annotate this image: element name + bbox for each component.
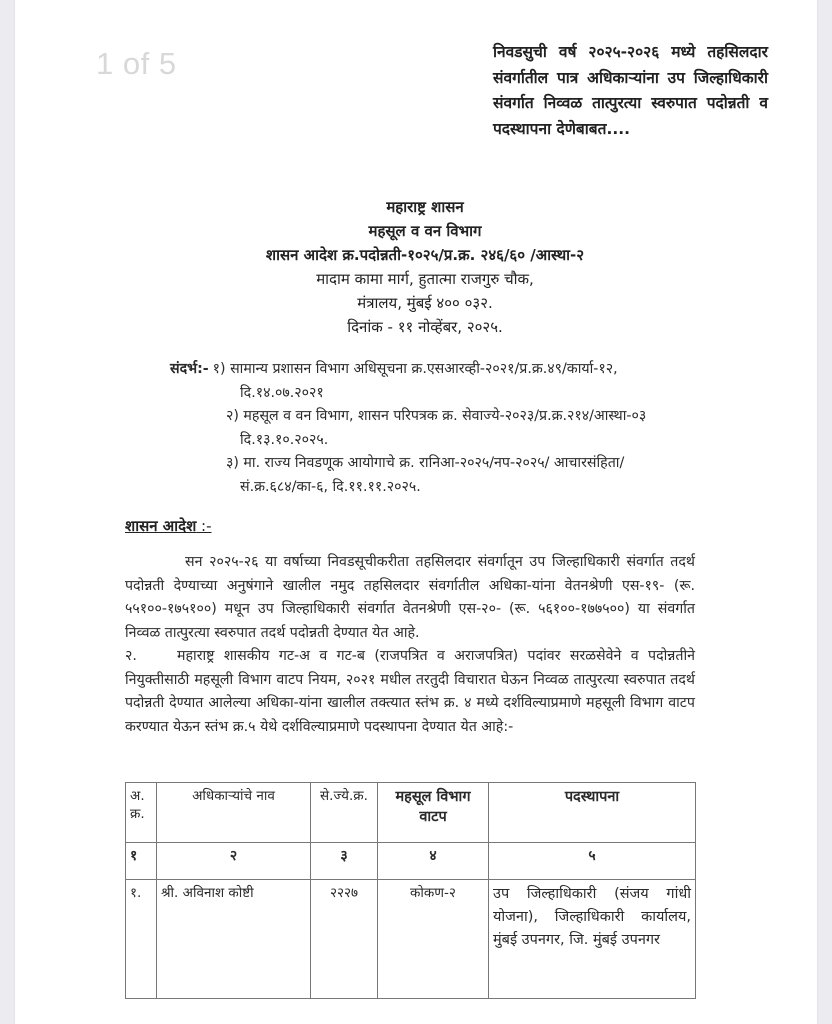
- table-row: [126, 880, 696, 999]
- column-number: ४: [378, 843, 489, 880]
- column-number-row: [126, 843, 696, 880]
- order-date: दिनांक - ११ नोव्हेंबर, २०२५.: [347, 318, 503, 336]
- column-number: २: [157, 843, 311, 880]
- paragraph-1: सन २०२५-२६ या वर्षाच्या निवडसूचीकरीता तहसिलदार संवर्गातून उप जिल्हाधिकारी संवर्गात तदर्थ पदोन्नती देण्याच्या अनुषंगाने खालील नमुद तहसिलदार संवर्गातील अधिका-यांना वेतनश्रेणी एस-१९- (रू. ५५१००-१७५१००) मधून उप जिल्हाधिकारी संवर्गात वेतनश्रेणी एस-२०- (रू. ५६१००-१७७५००) या संवर्गात निव्वळ तात्पुरत्या स्वरुपात तदर्थ पदोन्नती देण्यात येत आहे.: [125, 554, 695, 641]
- cell-division: कोकण-२: [378, 880, 489, 999]
- cell-seniority-no: २२२७: [311, 880, 378, 999]
- cell-sr-no: १.: [126, 880, 157, 999]
- department-name: महसूल व वन विभाग: [368, 222, 482, 240]
- column-number: १: [126, 843, 157, 880]
- column-header-sr-no: अ. क्र.: [126, 783, 157, 843]
- column-header-posting: पदस्थापना: [489, 783, 696, 843]
- paragraph-2-number: २.: [125, 648, 137, 664]
- order-heading-suffix: :-: [196, 517, 212, 535]
- document-page: [15, 0, 817, 1024]
- reference-item-1: [170, 358, 710, 382]
- column-header-division: महसूल विभाग वाटप: [378, 783, 489, 843]
- address-line-2: मंत्रालय, मुंबई ४०० ०३२.: [357, 294, 493, 312]
- references-section: [170, 358, 710, 499]
- reference-3-line-2: सं.क्र.६८४/का-६, दि.११.११.२०२५.: [240, 478, 421, 495]
- references-label: संदर्भ:-: [170, 361, 209, 377]
- paragraph-2-text: महाराष्ट्र शासकीय गट-अ व गट-ब (राजपत्रित व अराजपत्रित) पदांवर सरळसेवेने व पदोन्नतीने नियुक्तीसाठी महसूली विभाग वाटप नियम, २०२१ मधील तरतुदी विचारात घेऊन निव्वळ तात्पुरत्या स्वरुपात तदर्थ पदोन्नती देण्यात आलेल्या अधिका-यांना खालील तक्त्यात स्तंभ क्र. ४ मध्ये दर्शविल्याप्रमाणे महसूली विभाग वाटप करण्यात येऊन स्तंभ क्र.५ येथे दर्शविल्याप्रमाणे पदस्थापना देण्यात येत आहे:-: [125, 648, 695, 735]
- reference-2-line-1: २) महसूल व वन विभाग, शासन परिपत्रक क्र. सेवाज्ये-२०२३/प्र.क्र.२१४/आस्था-०३: [226, 408, 647, 424]
- order-heading-text: शासन आदेश: [125, 517, 197, 535]
- order-heading: [125, 516, 212, 536]
- reference-1-line-2: दि.१४.०७.२०२१: [240, 384, 324, 401]
- order-body: [125, 551, 695, 739]
- reference-1-line-1: १) सामान्य प्रशासन विभाग अधिसूचना क्र.एसआरव्ही-२०२१/प्र.क्र.४९/कार्या-१२,: [212, 361, 618, 377]
- table-header-row: [126, 783, 696, 843]
- column-header-seniority-no: से.ज्ये.क्र.: [311, 783, 378, 843]
- column-header-officer-name: अधिकाऱ्यांचे नाव: [157, 783, 311, 843]
- column-number: ५: [489, 843, 696, 880]
- subject-text: निवडसुची वर्ष २०२५-२०२६ मध्ये तहसिलदार संवर्गातील पात्र अधिकाऱ्यांना उप जिल्हाधिकारी संवर्गात निव्वळ तात्पुरत्या स्वरुपात पदोन्नती व पदस्थापना देणेबाबत....: [493, 43, 768, 138]
- page-counter: 1 of 5: [96, 46, 177, 81]
- cell-posting: उप जिल्हाधिकारी (संजय गांधी योजना), जिल्हाधिकारी कार्यालय, मुंबई उपनगर, जि. मुंबई उपनगर: [489, 880, 696, 999]
- allocation-table: [125, 782, 696, 999]
- paragraph-2: [125, 645, 695, 739]
- reference-3-line-1: ३) मा. राज्य निवडणूक आयोगाचे क्र. रानिआ-२०२५/नप-२०२५/ आचारसंहिता/: [226, 455, 625, 471]
- order-number: शासन आदेश क्र.पदोन्नती-१०२५/प्र.क्र. २४६/६० /आस्था-२: [265, 246, 585, 264]
- government-name: महाराष्ट्र शासन: [386, 198, 464, 216]
- address-line-1: मादाम कामा मार्ग, हुतात्मा राजगुरु चौक,: [316, 270, 534, 288]
- letterhead: [115, 195, 735, 339]
- reference-2-line-2: दि.१३.१०.२०२५.: [240, 431, 329, 448]
- column-number: ३: [311, 843, 378, 880]
- cell-officer-name: श्री. अविनाश कोष्टी: [157, 880, 311, 999]
